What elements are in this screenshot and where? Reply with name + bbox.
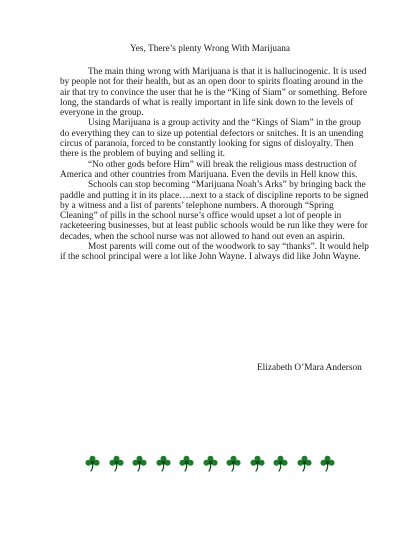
paragraph-2: Using Marijuana is a group activity and the “Kings of Siam” in the group do everything they can to size up potential defectors or snitches. It is an unending circus of paranoia, forced to be constantly looking for signs of disloyalty. Then there is the problem of buying and selling it. — [60, 118, 364, 160]
shamrock-icon — [250, 455, 265, 472]
paragraph-5: Most parents will come out of the woodwork to say “thanks”. It would help if the school principal were a lot like John Wayne. I always did like John Wayne. — [60, 242, 369, 263]
paragraph-4: Schools can stop becoming “Marijuana Noah’s Arks” by bringing back the paddle and putting it in its place….next to a stack of discipline reports to be signed by a witness and a list of parents’ telephone numbers. A thorough “Spring Cleaning” of pills in the school nurse’s office would upset a lot of people in racketeering businesses, but at least public schools would be run like they were for decades, when the school nurse was not allowed to hand out even an aspirin. — [60, 180, 369, 242]
shamrock-icon — [273, 455, 288, 472]
shamrock-border — [85, 452, 335, 474]
shamrock-icon — [203, 455, 218, 472]
document-title: Yes, There’s plenty Wrong With Marijuana — [130, 44, 290, 54]
shamrock-icon — [226, 455, 241, 472]
author-signature: Elizabeth O’Mara Anderson — [257, 363, 362, 373]
shamrock-icon — [156, 455, 171, 472]
paragraph-3: “No other gods before Him” will break the religious mass destruction of America and other countries from Marijuana. Even the devils in Hell know this. — [60, 159, 358, 180]
shamrock-icon — [132, 455, 147, 472]
shamrock-icon — [85, 455, 100, 472]
shamrock-icon — [297, 455, 312, 472]
shamrock-icon — [109, 455, 124, 472]
shamrock-icon — [320, 455, 335, 472]
document-body — [60, 67, 372, 263]
paragraph-1: The main thing wrong with Marijuana is that it is hallucinogenic. It is used by people not for their health, but as an open door to spirits floating around in the air that try to convince the user that he is the “King of Siam” or something. Before long, the standards of what is really important in life sink down to the levels of everyone in the group. — [60, 67, 367, 119]
shamrock-icon — [179, 455, 194, 472]
